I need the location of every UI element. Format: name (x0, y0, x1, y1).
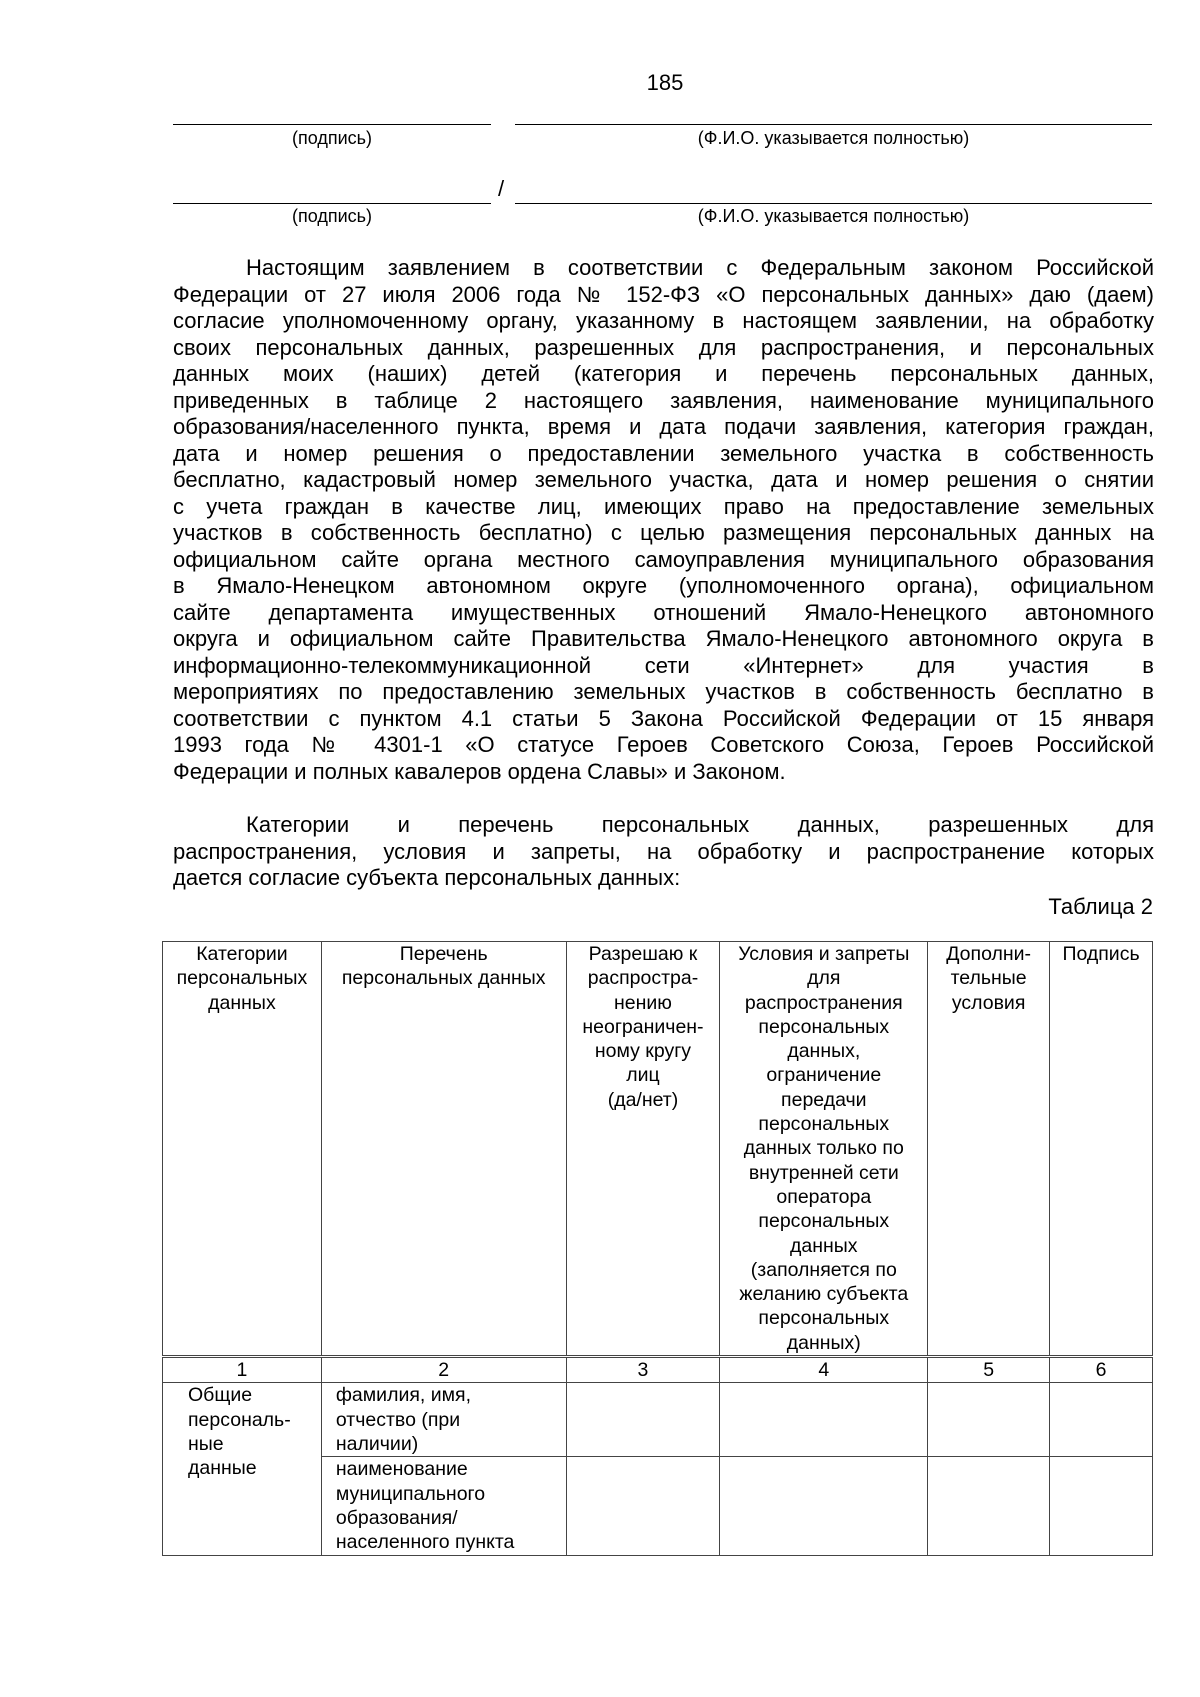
header-data-list: Перечень персональных данных (321, 942, 566, 1357)
header-signature: Подпись (1050, 942, 1153, 1357)
categories-paragraph: Категории и перечень персональных данных, разрешенных для распространения, условия и запреты, на обработку и распространение которых дается согласие субъекта персональных данных: (173, 812, 1154, 890)
signature-line (173, 124, 491, 125)
table-header-row (163, 942, 1153, 1357)
signature-caption: (подпись) (291, 206, 373, 226)
column-number: 1 (163, 1357, 322, 1383)
signature-cell[interactable] (1050, 1457, 1153, 1555)
full-name-caption: (Ф.И.О. указывается полностью) (697, 206, 970, 226)
full-name-caption: (Ф.И.О. указывается полностью) (697, 128, 970, 148)
table-row (163, 1383, 1153, 1457)
conditions-cell[interactable] (720, 1457, 928, 1555)
full-name-line (515, 203, 1152, 204)
permit-cell[interactable] (566, 1383, 720, 1457)
table-caption: Таблица 2 (1048, 894, 1153, 919)
additional-cell[interactable] (928, 1383, 1050, 1457)
column-number: 5 (928, 1357, 1050, 1383)
signature-caption: (подпись) (291, 128, 373, 148)
data-item-cell: наименование муниципального образования/ населенного пункта (321, 1457, 566, 1555)
additional-cell[interactable] (928, 1457, 1050, 1555)
column-number: 3 (566, 1357, 720, 1383)
column-number: 6 (1050, 1357, 1153, 1383)
page-number: 185 (646, 70, 684, 95)
header-categories: Категории персональных данных (163, 942, 322, 1357)
separator-slash: / (498, 176, 505, 201)
header-additional: Дополни- тельные условия (928, 942, 1050, 1357)
consent-paragraph: Настоящим заявлением в соответствии с Федеральным законом Российской Федерации от 27 июля 2006 года № 152-ФЗ «О персональных данных» даю (даем) согласие уполномоченному органу, указанному в настоящем заявлении, на обработку своих персональных данных, разрешенных для распространения, и персональных данных моих (наших) детей (категория и перечень персональных данных, приведенных в таблице 2 настоящего заявления, наименование муниципального образования/населенного пункта, время и дата подачи заявления, категория граждан, дата и номер решения о предоставлении земельного участка в собственность бесплатно, кадастровый номер земельного участка, дата и номер решения о снятии с учета граждан в качестве лиц, имеющих право на предоставление земельных участков в собственность бесплатно) с целью размещения персональных данных на официальном сайте органа местного самоуправления муниципального образования в Ямало-Ненецком автономном округе (уполномоченного органа), официальном сайте департамента имущественных отношений Ямало-Ненецкого автономного округа и официальном сайте Правительства Ямало-Ненецкого автономного округа в информационно-телекоммуникационной сети «Интернет» для участия в мероприятиях по предоставлению земельных участков в собственность бесплатно в соответствии с пунктом 4.1 статьи 5 Закона Российской Федерации от 15 января 1993 года № 4301-1 «О статусе Героев Советского Союза, Героев Российской Федерации и полных кавалеров ордена Славы» и Законом. (173, 255, 1154, 784)
data-item-cell: фамилия, имя, отчество (при наличии) (321, 1383, 566, 1457)
permit-cell[interactable] (566, 1457, 720, 1555)
signature-line (173, 203, 491, 204)
conditions-cell[interactable] (720, 1383, 928, 1457)
column-number: 2 (321, 1357, 566, 1383)
category-cell: Общие персональ- ные данные (163, 1383, 322, 1555)
full-name-line (515, 124, 1152, 125)
signature-cell[interactable] (1050, 1383, 1153, 1457)
column-number: 4 (720, 1357, 928, 1383)
column-number-row (163, 1357, 1153, 1383)
header-permit: Разрешаю к распростра- нению неограничен- ному кругу лиц (да/нет) (566, 942, 720, 1357)
header-conditions: Условия и запреты для распространения персональных данных, ограничение передачи персональных данных только по внутренней сети оператора персональных данных (заполняется по желанию субъекта персональных данных) (720, 942, 928, 1357)
personal-data-table (162, 941, 1153, 1556)
